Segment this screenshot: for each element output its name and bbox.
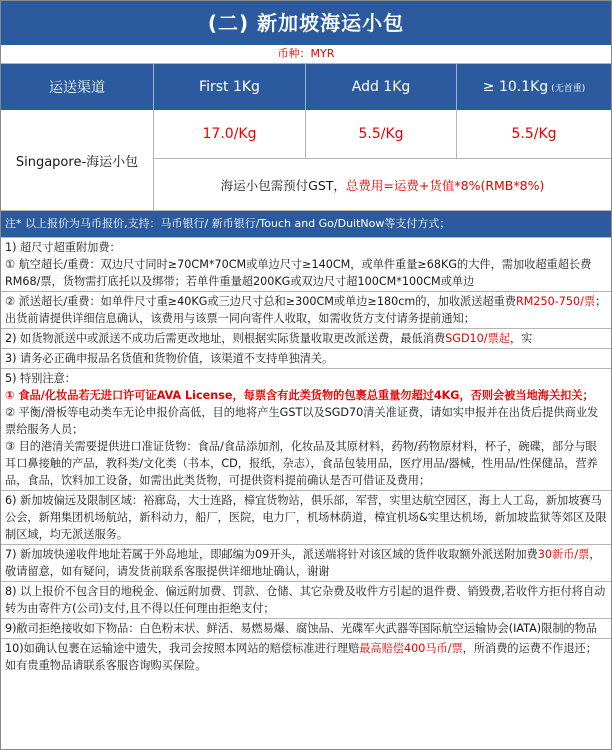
note-4 [1,349,611,369]
row-channel: Singapore-海运小包 [1,110,154,210]
note-9-text: 9)敝司拒绝接收如下物品：白色粉末状、鲜活、易燃易爆、腐蚀品、光碟军火武器等国际航空运输协会(IATA)限制的物品 [5,622,598,635]
note-5 [1,369,611,491]
note-5-scooter: ② 平衡/滑板等电动类车无论申报价高低，目的地将产生GST以及SGD70清关准证费，请如实申报并在出货后提供商业发票给服务人员； [5,406,599,436]
note-10-fee: 最高赔偿400马币/票 [359,642,463,655]
header-add: Add 1Kg [306,64,457,110]
note-3-text-b: ，实 [509,332,533,345]
note-10-text-b: ，所消费的运费不作退还；如有贵重物品请联系客服咨询购买保险。 [5,642,597,672]
note-5-permit: ③ 目的港清关需要提供进口准证货物：食品/食品添加剂，化妆品及其原材料，药物/药物原材料，杯子，碗碟，部分与眼耳口鼻接触的产品，教科类/文化类（书本，CD，报纸，杂志），食品包装用品，医疗用品/器械，性用品/性保健品，营养品，食品，饮料加工设备，如需出此类货物，可提供资料提前确认是否可借证及费用； [5,440,598,487]
price-first: 17.0/Kg [154,110,306,158]
price-over: 5.5/Kg [511,126,557,142]
note-1-title: 1) 超尺寸超重附加费： [5,241,121,254]
note-7-text-a: 7) 新加坡快递收件地址若属于外岛地址，即邮编为09开头，派送端将针对该区域的货件收取额外派送附加费 [5,548,538,561]
note-5-title: 5) 特别注意： [5,372,76,385]
gst-formula: 总费用=运费+货值*8%(RMB*8%) [345,177,545,193]
note-5-food-warning: ① 食品/化妆品若无进口许可证AVA License，每票含有此类货物的包裹总重量勿超过4KG，否则会被当地海关扣关； [5,389,594,402]
note-3-text-a: 2) 如货物派送中或派送不成功后需更改地址，则根据实际货量收取更改派送费，最低消费 [5,332,446,345]
header-first: First 1Kg [154,64,306,110]
note-2 [1,292,611,329]
note-7 [1,545,611,582]
note-2-fee: RM250-750/票 [515,295,596,308]
note-1 [1,238,611,292]
note-7-text-b: ，敬请留意，如有疑问，请发货前联系客服提供详细地址确认，谢谢 [5,548,601,578]
note-1-air: ① 航空超长/重费：双边尺寸同时≥70CM*70CM或单边尺寸≥140CM，或单件重量≥68KG的大件，需加收超重超长费RM68/票，货物需打底托以及绑带；若单件重量超200KG或双边尺寸超100CM*100CM或单边 [5,258,592,288]
table-header [1,64,611,110]
header-over [457,64,611,110]
note-2-text-a: ② 派送超长/重费：如单件尺寸重≥40KG或三边尺寸总和≥300CM或单边≥180cm的，加收派送超重费 [5,295,516,308]
note-2-delivery [5,293,607,327]
note-2-text-b: ；出货前请提供详细信息确认，该费用与该票一同向寄件人收取，如需收货方支付请务提前通知； [5,295,607,325]
page-title: (二) 新加坡海运小包 [1,1,611,45]
note-3 [1,329,611,349]
note-6-text: 6) 新加坡偏远及限制区域：裕廊岛，大士连路，樟宜货物站，俱乐部，军营，实里达航空园区，海上人工岛，新加坡赛马公会，新翔集团机场航站，新科动力，船厂，医院，电力厂，机场林荫道，樟宜机场&实里达机场，新加坡监狱等郊区及限制区域，均无派送服务。 [5,494,607,541]
row-price-area [154,110,611,210]
gst-text: 海运小包需预付GST， [220,177,346,193]
note-10 [1,639,611,675]
header-channel: 运送渠道 [1,64,154,110]
note-6 [1,491,611,545]
row-prices [154,110,611,159]
note-8 [1,582,611,619]
table-row [1,110,611,211]
header-over-label: ≥ 10.1Kg [482,79,549,95]
note-10-text-a: 10)如确认包裹在运输途中遗失，我司会按照本网站的赔偿标准进行理赔 [5,642,360,655]
price-add: 5.5/Kg [306,110,457,158]
note-8-text: 8) 以上报价不包含目的地税金、偏远附加费、罚款、仓储、其它杂费及收件方引起的退件费、销毁费,若收件方拒付将自动转为由寄件方(公司)支付,且不得以任何理由拒绝支付； [5,585,606,615]
currency-line: 币种：MYR [1,45,611,64]
payment-notice: 注* 以上报价为马币报价,支持：马币银行/ 新币银行/Touch and Go/DuitNow等支付方式； [1,211,611,238]
note-9 [1,619,611,639]
header-over-note: (无首重) [551,83,586,94]
note-3-fee: SGD10/票起 [445,332,510,345]
gst-note [154,159,611,210]
note-4-text: 3) 请务必正确申报品名货值和货物价值，该渠道不支持单独清关。 [5,352,334,365]
note-7-fee: 30新币/票 [537,548,590,561]
